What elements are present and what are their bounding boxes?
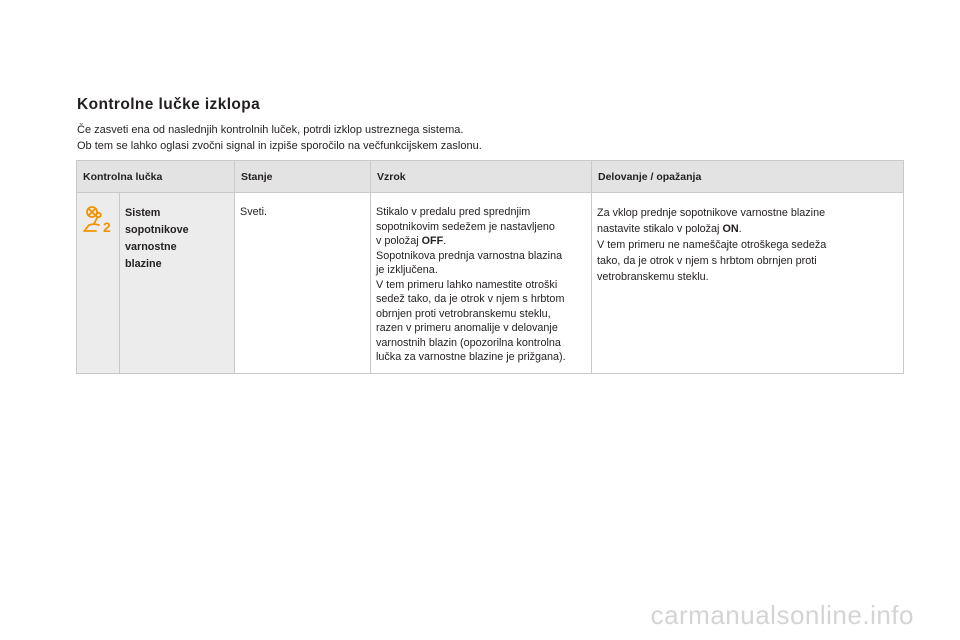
lamp-name-line-1: Sistem xyxy=(125,207,161,219)
table-row xyxy=(77,193,904,374)
header-action: Delovanje / opažanja xyxy=(592,161,904,193)
header-state: Stanje xyxy=(235,161,371,193)
action-on-keyword: ON xyxy=(722,223,739,235)
cause-line-11: lučka za varnostne blazine je prižgana). xyxy=(376,351,566,363)
action-line-1: Za vklop prednje sopotnikove varnostne blazine xyxy=(597,207,826,219)
action-line-4: tako, da je otrok v njem s hrbtom obrnjen proti xyxy=(597,255,817,267)
lamp-icon-cell xyxy=(77,193,120,374)
action-line-5: vetrobranskemu steklu. xyxy=(597,271,709,283)
cause-line-3 xyxy=(376,234,586,249)
cause-off-keyword: OFF xyxy=(421,235,444,247)
action-line-2 xyxy=(597,221,898,237)
cause-line-6: V tem primeru lahko namestite otroški xyxy=(376,278,558,291)
cause-line-3-prefix: v položaj xyxy=(376,235,422,247)
lamp-name xyxy=(120,193,235,374)
lamp-name-line-2: sopotnikove xyxy=(125,224,189,236)
header-lamp: Kontrolna lučka xyxy=(77,161,235,193)
action-line-3: V tem primeru ne nameščajte otroškega sedeža xyxy=(597,239,827,251)
cause-line-8: obrnjen proti vetrobranskemu steklu, xyxy=(376,307,551,320)
lamp-name-line-4: blazine xyxy=(125,258,162,270)
lamp-name-line-3: varnostne xyxy=(125,241,177,253)
cause-line-10: varnostnih blazin (opozorilna kontrolna xyxy=(376,336,561,349)
intro-text xyxy=(77,122,482,154)
lamp-state: Sveti. xyxy=(235,193,371,374)
cause-line-5: je izključena. xyxy=(376,264,438,276)
intro-line-1: Če zasveti ena od naslednjih kontrolnih luček, potrdi izklop ustreznega sistema. xyxy=(77,124,464,136)
cause-line-4: Sopotnikova prednja varnostna blazina xyxy=(376,249,563,262)
lamp-cause xyxy=(371,193,592,374)
watermark: carmanualsonline.info xyxy=(650,600,914,630)
table-header-row xyxy=(77,161,904,193)
cause-line-2: sopotnikovim sedežem je nastavljeno xyxy=(376,220,555,233)
header-cause: Vzrok xyxy=(371,161,592,193)
cause-line-3-suffix: . xyxy=(443,235,447,247)
warning-lamps-table xyxy=(76,160,904,374)
page-title: Kontrolne lučke izklopa xyxy=(77,96,261,113)
cause-line-7: sedež tako, da je otrok v njem s hrbtom xyxy=(376,293,565,305)
lamp-action xyxy=(592,193,904,374)
cause-line-1: Stikalo v predalu pred sprednjim xyxy=(376,206,531,218)
intro-line-2: Ob tem se lahko oglasi zvočni signal in izpiše sporočilo na večfunkcijskem zaslonu. xyxy=(77,140,482,152)
action-line-2-prefix: nastavite stikalo v položaj xyxy=(597,223,723,235)
seat-number-digit: 2 xyxy=(103,219,111,235)
passenger-airbag-off-icon xyxy=(81,205,115,235)
cause-line-9: razen v primeru anomalije v delovanje xyxy=(376,322,558,334)
action-line-2-suffix: . xyxy=(738,223,742,235)
